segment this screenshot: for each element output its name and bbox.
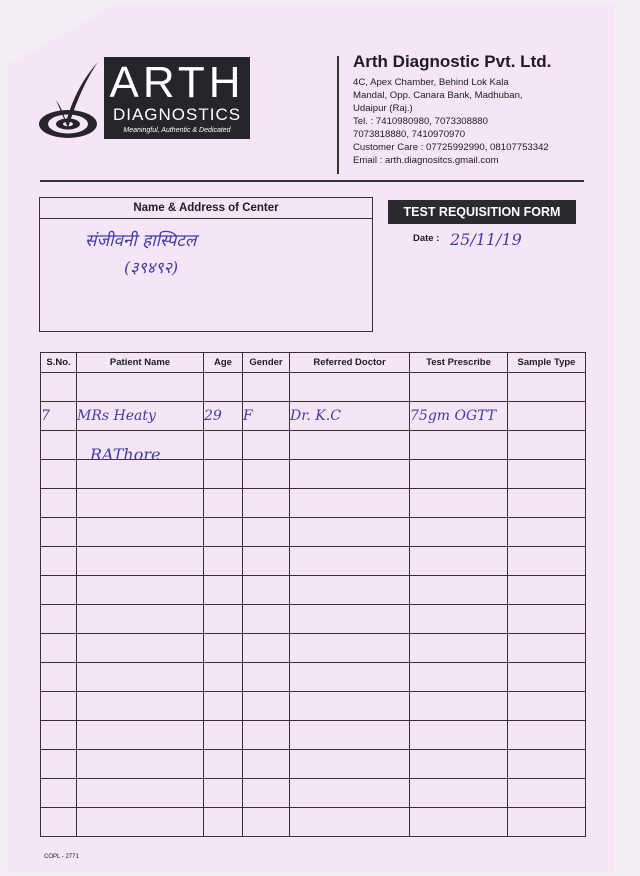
table-row — [41, 489, 586, 518]
col-header-sample-type: Sample Type — [508, 353, 586, 373]
email-line: Email : arth.diagnositcs.gmail.com — [353, 155, 499, 166]
col-header-test-prescribe: Test Prescribe — [410, 353, 508, 373]
customer-care-line: Customer Care : 07725992990, 08107753342 — [353, 142, 549, 153]
brand-subname: DIAGNOSTICS — [112, 105, 242, 124]
table-row — [41, 518, 586, 547]
table-row — [41, 692, 586, 721]
company-name: Arth Diagnostic Pvt. Ltd. — [353, 52, 552, 71]
table-row — [41, 750, 586, 779]
table-row — [41, 576, 586, 605]
date-label: Date : — [413, 233, 440, 244]
col-header-referred-doctor: Referred Doctor — [290, 353, 410, 373]
table-row — [41, 663, 586, 692]
brand-logo — [104, 57, 250, 139]
entry-test-prescribe: 75gm OGTT — [410, 402, 508, 431]
target-logo-icon — [38, 58, 100, 142]
col-header-patient-name: Patient Name — [77, 353, 204, 373]
form-code: COPL - 2771 — [44, 854, 79, 860]
header-rule — [40, 180, 584, 182]
entry-sno: 7 — [41, 402, 77, 431]
center-box — [39, 197, 373, 332]
table-row — [41, 634, 586, 663]
col-header-gender: Gender — [243, 353, 290, 373]
address-line: Udaipur (Raj.) — [353, 103, 413, 114]
table-header-row — [41, 353, 586, 373]
patient-table — [40, 352, 586, 837]
table-row — [41, 373, 586, 402]
header-divider — [337, 56, 339, 174]
entry-sample-type — [508, 402, 586, 431]
table-row — [41, 721, 586, 750]
col-header-sno: S.No. — [41, 353, 77, 373]
entry-gender: F — [243, 402, 290, 431]
col-header-age: Age — [204, 353, 243, 373]
center-name: संजीवनी हास्पिटल — [85, 231, 197, 251]
address-line: 4C, Apex Chamber, Behind Lok Kala — [353, 77, 509, 88]
table-row — [41, 547, 586, 576]
address-line: Mandal, Opp. Canara Bank, Madhuban, — [353, 90, 523, 101]
table-row — [41, 808, 586, 837]
table-row — [41, 779, 586, 808]
phone-line: Tel. : 7410980980, 7073308880 — [353, 116, 488, 127]
center-code: (३९४९२) — [124, 258, 179, 277]
entry-age: 29 — [204, 402, 243, 431]
phone-line: 7073818880, 7410970970 — [353, 129, 466, 140]
brand-name: ARTH — [109, 58, 245, 107]
table-row-entry — [41, 402, 586, 431]
form-title: TEST REQUISITION FORM — [388, 200, 576, 224]
entry-patient-name: MRs Heaty — [77, 402, 204, 431]
brand-tagline: Meaningful, Authentic & Dedicated — [123, 127, 231, 134]
table-row — [41, 605, 586, 634]
entry-referred-doctor: Dr. K.C — [290, 402, 410, 431]
entry-patient-name-cont: RAThore — [90, 445, 161, 464]
company-address — [353, 76, 588, 167]
center-heading: Name & Address of Center — [40, 198, 372, 219]
date-value: 25/11/19 — [450, 230, 522, 249]
